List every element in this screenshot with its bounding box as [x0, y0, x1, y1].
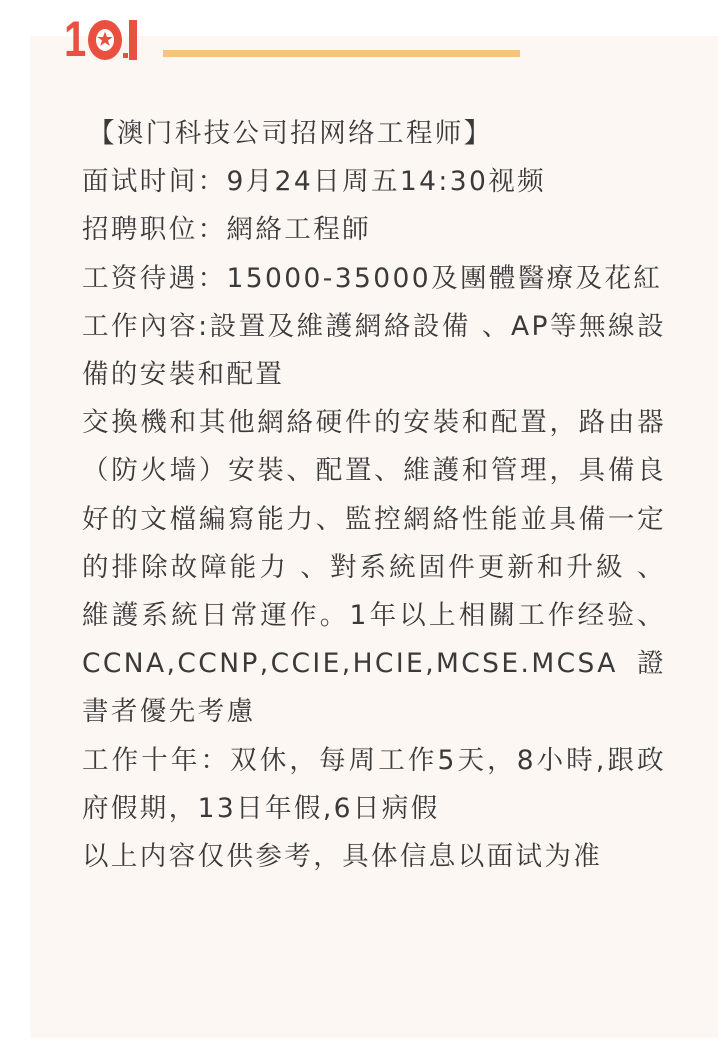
job-detail: 交換機和其他網絡硬件的安裝和配置，路由器（防火墙）安裝、配置、維護和管理，具備良好的文檔編寫能力、監控網絡性能並具備一定的排除故障能力 、對系統固件更新和升級 、維護系統日常運作。1年以上相關工作经验、CCNA,CCNP,CCIE,HCIE,MCSE.MCSA證書者優先考慮 [82, 407, 666, 728]
logo-digit-one: 1 [64, 11, 84, 67]
logo-dot [123, 53, 128, 58]
salary: 工资待遇：15000-35000及團體醫療及花紅 [82, 262, 663, 294]
interview-time: 面试时间：9月24日周五14:30视频 [82, 166, 547, 198]
disclaimer: 以上内容仅供参考，具体信息以面试为准 [82, 841, 603, 873]
header-divider [163, 50, 520, 57]
star-icon [97, 31, 113, 47]
logo-digit-one-second [129, 20, 137, 60]
article-title: 【澳门科技公司招网络工程师】 [88, 118, 493, 149]
job-content: 工作內容:設置及維護網絡設備 、AP等無線設備的安裝和配置 [82, 310, 666, 391]
position: 招聘职位：網絡工程師 [82, 214, 371, 246]
logo [64, 11, 144, 67]
article-body [82, 110, 666, 881]
work-schedule: 工作十年：双休，每周工作5天，8小時,跟政府假期，13日年假,6日病假 [82, 744, 666, 824]
logo-zero-ring [88, 20, 122, 60]
